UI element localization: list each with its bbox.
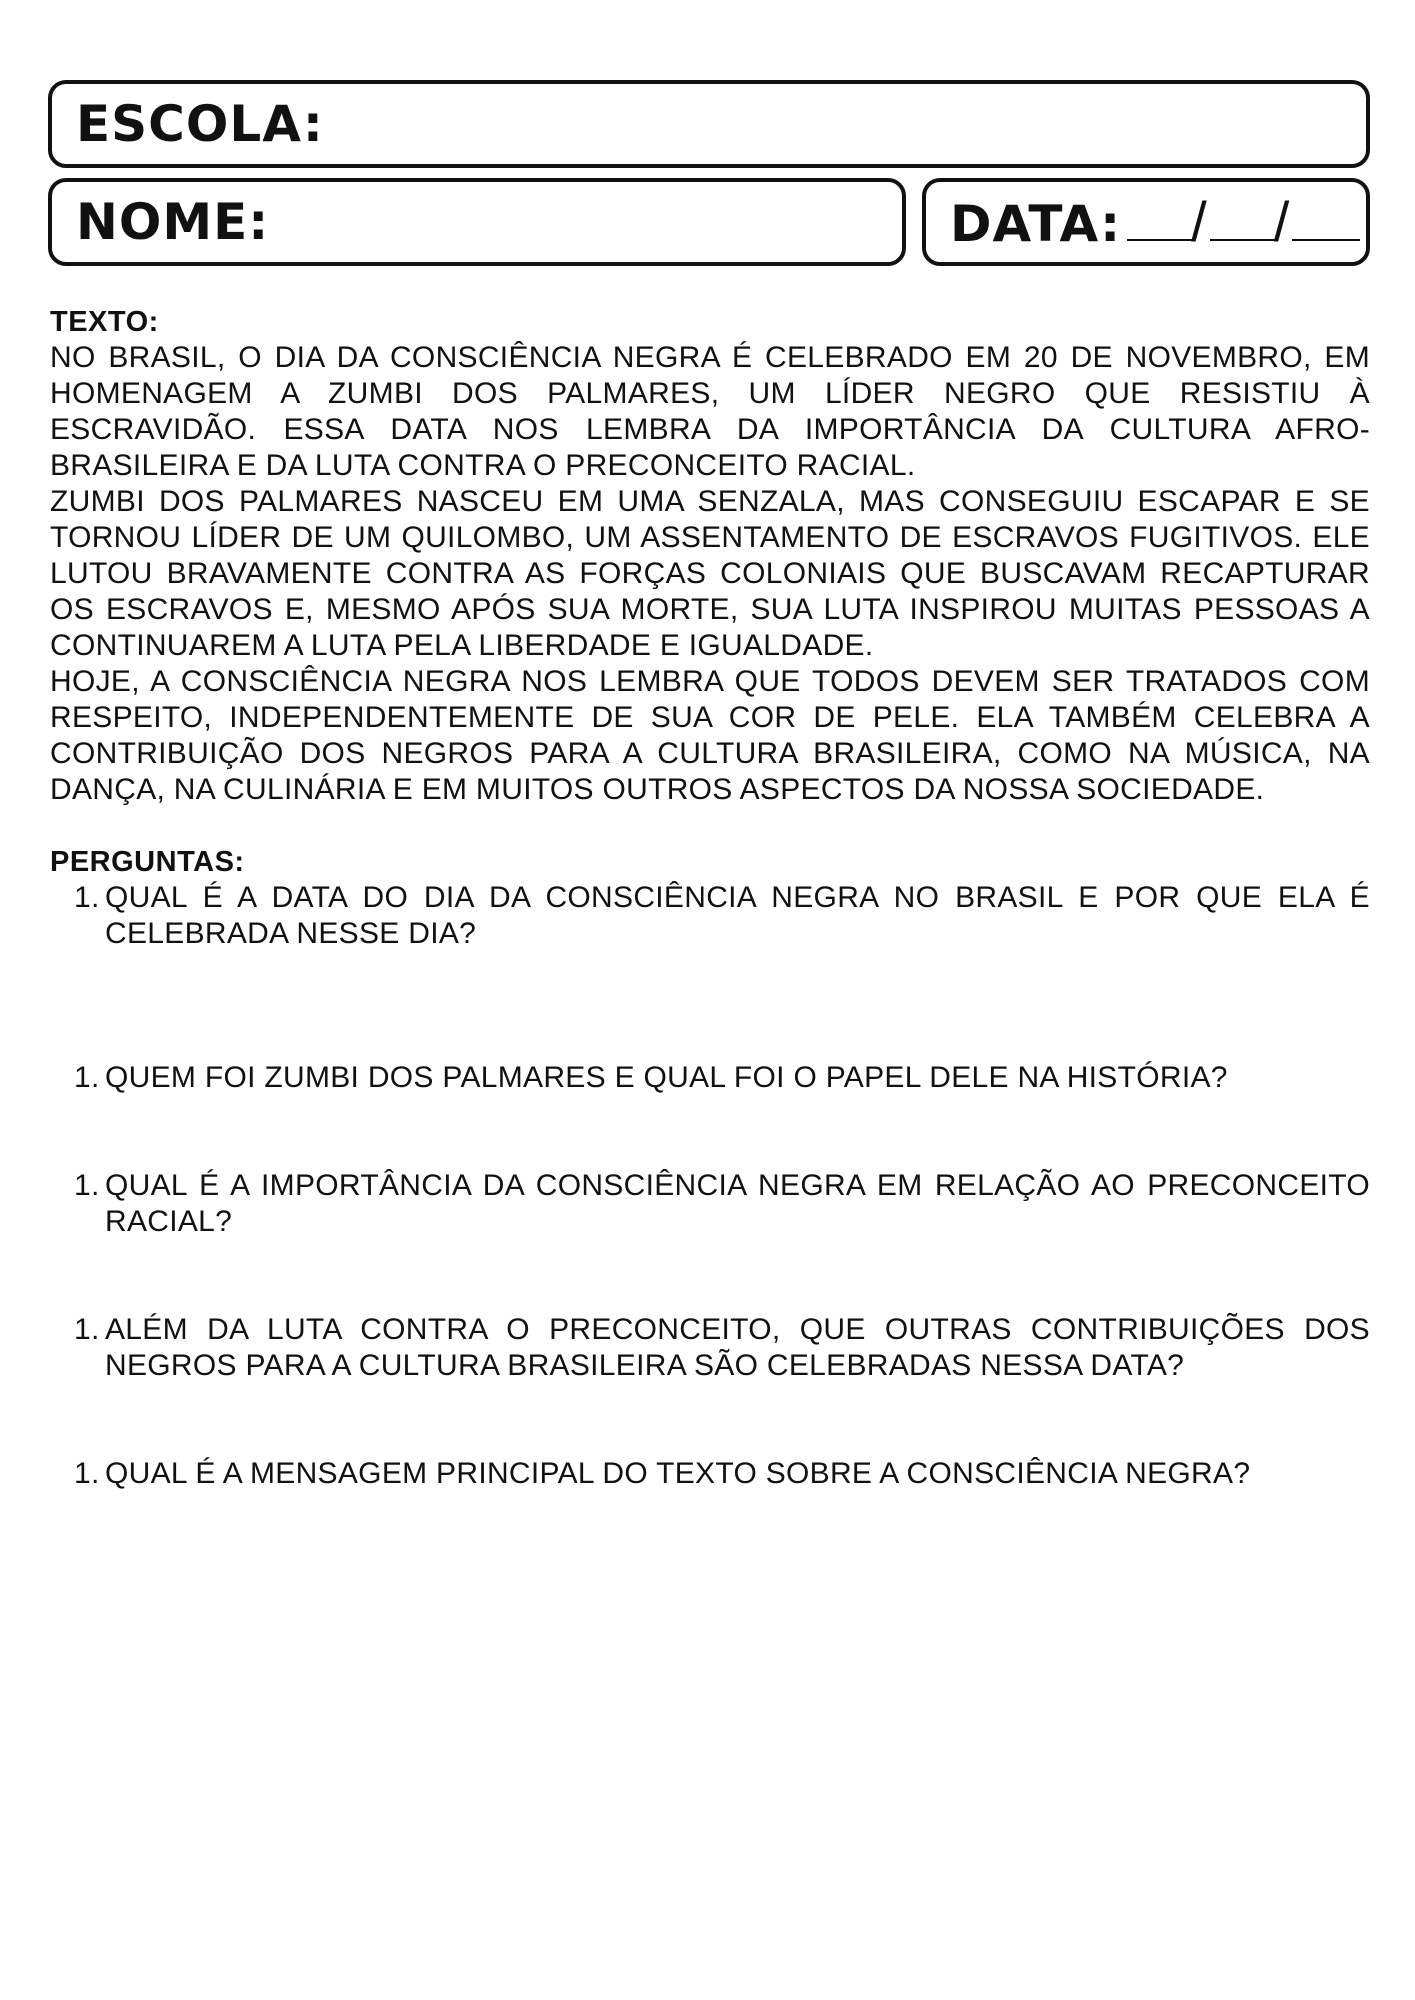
text-section-title: TEXTO: <box>50 306 159 338</box>
text-paragraph: HOJE, A CONSCIÊNCIA NEGRA NOS LEMBRA QUE TODOS DEVEM SER TRATADOS COM RESPEITO, INDEPENDENTEMENTE DE SUA COR DE PELE. ELA TAMBÉM CELEBRA A CONTRIBUIÇÃO DOS NEGROS PARA A CULTURA BRASILEIRA, COMO NA MÚSICA, NA DANÇA, NA CULINÁRIA E EM MUITOS OUTROS ASPECTOS DA NOSSA SOCIEDADE. <box>50 665 1370 806</box>
question-number: 1. <box>74 1061 100 1094</box>
school-label: ESCOLA: <box>76 95 324 153</box>
question-text: QUAL É A DATA DO DIA DA CONSCIÊNCIA NEGRA NO BRASIL E POR QUE ELA É CELEBRADA NESSE DIA? <box>105 881 1370 950</box>
question-text: QUAL É A IMPORTÂNCIA DA CONSCIÊNCIA NEGRA EM RELAÇÃO AO PRECONCEITO RACIAL? <box>105 1169 1370 1238</box>
question-number: 1. <box>74 1169 100 1202</box>
question-item <box>50 1312 1370 1384</box>
text-paragraph: ZUMBI DOS PALMARES NASCEU EM UMA SENZALA, MAS CONSEGUIU ESCAPAR E SE TORNOU LÍDER DE UM QUILOMBO, UM ASSENTAMENTO DE ESCRAVOS FUGITIVOS. ELE LUTOU BRAVAMENTE CONTRA AS FORÇAS COLONIAIS QUE BUSCAVAM RECAPTURAR OS ESCRAVOS E, MESMO APÓS SUA MORTE, SUA LUTA INSPIROU MUITAS PESSOAS A CONTINUAREM A LUTA PELA LIBERDADE E IGUALDADE. <box>50 485 1370 662</box>
name-field[interactable] <box>48 178 906 266</box>
questions-list <box>50 880 1370 1492</box>
question-text: ALÉM DA LUTA CONTRA O PRECONCEITO, QUE OUTRAS CONTRIBUIÇÕES DOS NEGROS PARA A CULTURA BRASILEIRA SÃO CELEBRADAS NESSA DATA? <box>105 1313 1370 1382</box>
text-paragraph: NO BRASIL, O DIA DA CONSCIÊNCIA NEGRA É CELEBRADO EM 20 DE NOVEMBRO, EM HOMENAGEM A ZUMBI DOS PALMARES, UM LÍDER NEGRO QUE RESISTIU À ESCRAVIDÃO. ESSA DATA NOS LEMBRA DA IMPORTÂNCIA DA CULTURA AFRO-BRASILEIRA E DA LUTA CONTRA O PRECONCEITO RACIAL. <box>50 341 1370 482</box>
date-label-group <box>950 190 1360 253</box>
date-day-blank[interactable] <box>1127 195 1195 241</box>
date-separator: / <box>1191 190 1208 253</box>
question-item <box>50 1168 1370 1240</box>
date-month-blank[interactable] <box>1210 195 1278 241</box>
name-label: NOME: <box>76 193 270 251</box>
date-separator: / <box>1273 190 1291 253</box>
questions-section-title: PERGUNTAS: <box>50 846 245 878</box>
question-number: 1. <box>74 1457 100 1490</box>
question-text: QUAL É A MENSAGEM PRINCIPAL DO TEXTO SOBRE A CONSCIÊNCIA NEGRA? <box>105 1457 1251 1490</box>
date-label: DATA: <box>950 195 1122 253</box>
question-text: QUEM FOI ZUMBI DOS PALMARES E QUAL FOI O PAPEL DELE NA HISTÓRIA? <box>105 1061 1228 1094</box>
worksheet-content <box>50 304 1370 1492</box>
question-number: 1. <box>74 1313 100 1346</box>
question-item <box>50 880 1370 952</box>
school-field[interactable] <box>48 80 1370 168</box>
date-year-blank[interactable] <box>1292 195 1360 241</box>
question-item <box>50 1456 1370 1492</box>
question-number: 1. <box>74 881 100 914</box>
question-item <box>50 1060 1370 1096</box>
date-field[interactable] <box>922 178 1370 266</box>
